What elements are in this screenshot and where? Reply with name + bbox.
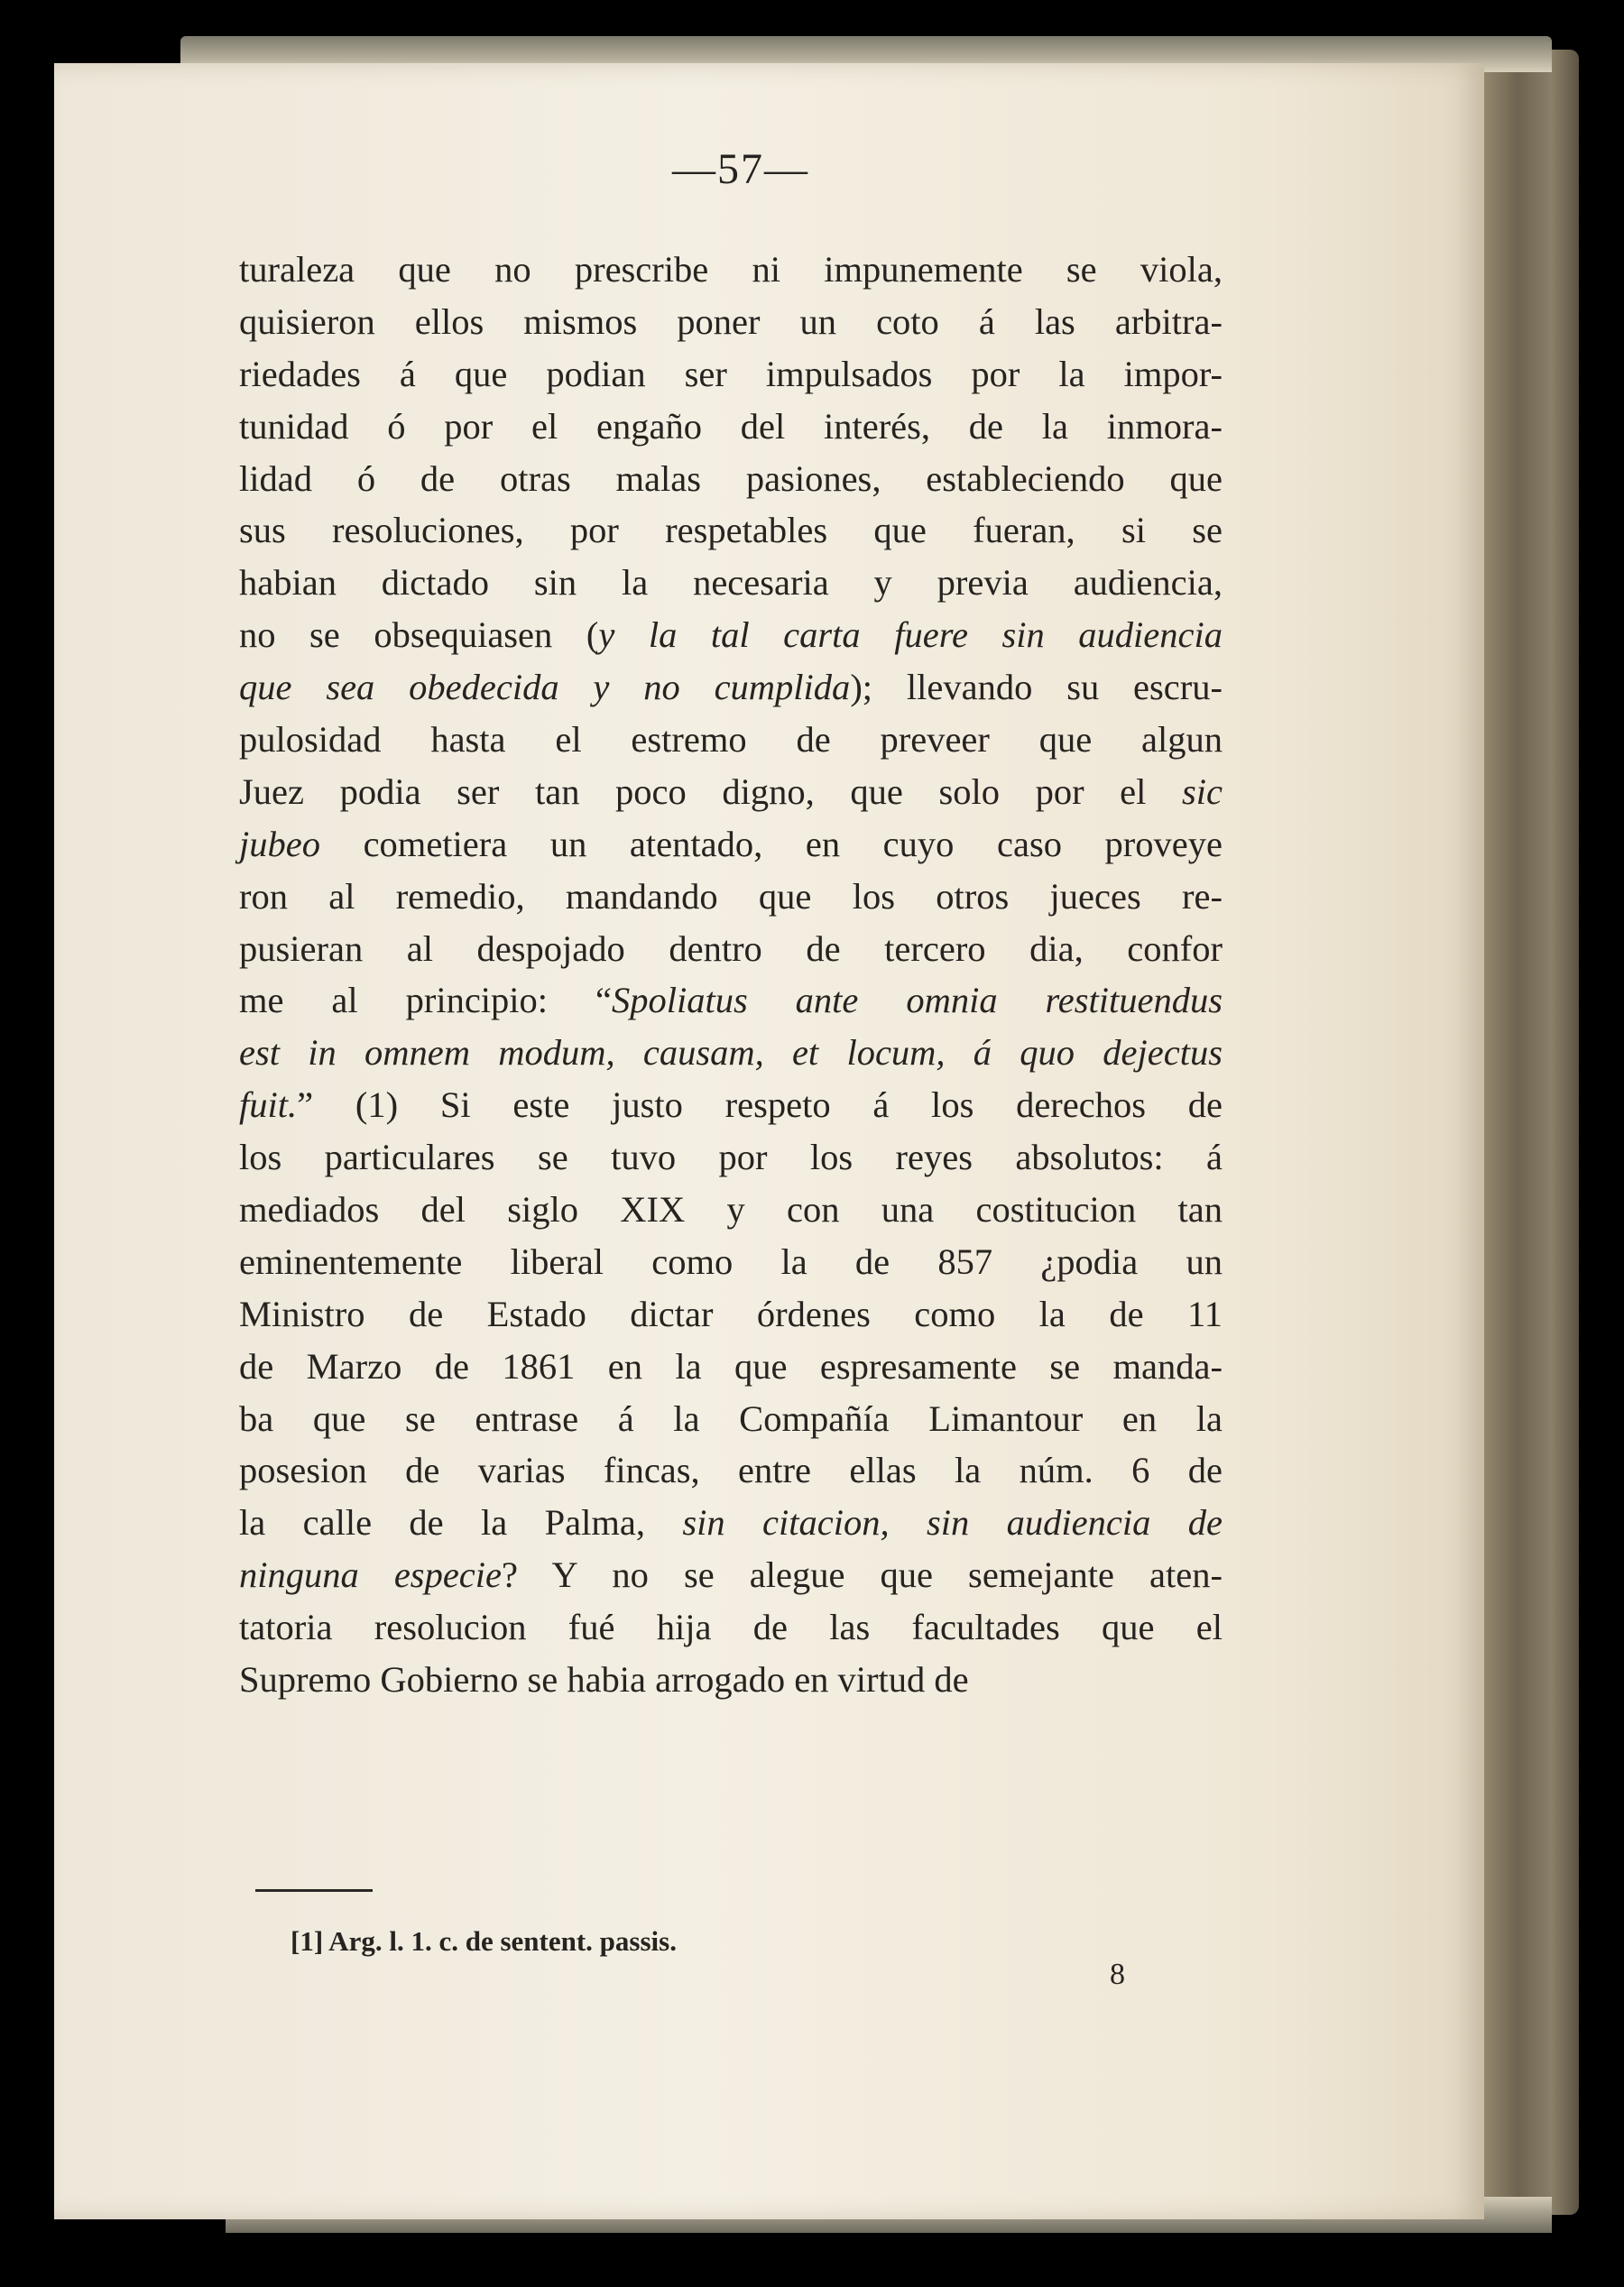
text-segment: no se obsequiasen ( — [239, 614, 599, 656]
footnote-divider — [255, 1889, 373, 1892]
page-number: —57— — [672, 145, 809, 193]
italic-text-segment: sic — [1182, 770, 1223, 812]
text-line — [239, 1497, 1223, 1549]
text-line — [239, 1393, 1223, 1445]
italic-text-segment: sin citacion, sin audiencia de — [682, 1502, 1223, 1544]
text-line — [239, 296, 1223, 348]
text-line — [239, 244, 1223, 296]
text-line — [239, 923, 1223, 975]
text-line — [239, 1654, 1223, 1706]
text-line — [239, 557, 1223, 609]
italic-text-segment: fuit. — [239, 1084, 298, 1126]
text-segment: cometiera un atentado, en cuyo caso proveye — [319, 823, 1223, 864]
italic-text-segment: ninguna especie — [239, 1554, 502, 1596]
text-segment: turaleza que no prescribe ni impunemente se viola, — [239, 249, 1223, 290]
text-segment: la calle de la Palma, — [239, 1502, 683, 1544]
text-segment: habian dictado sin la necesaria y previa audiencia, — [239, 562, 1223, 604]
text-segment: sus resoluciones, por respetables que fueran, si se — [239, 510, 1223, 551]
text-line — [239, 504, 1223, 557]
text-line — [239, 453, 1223, 505]
text-segment: lidad ó de otras malas pasiones, estableciendo que — [239, 457, 1223, 499]
italic-text-segment: est in omnem modum, causam, et locum, á quo dejectus — [239, 1032, 1223, 1074]
text-segment: tatoria resolucion fué hija de las facultades que el — [239, 1607, 1223, 1648]
text-segment: ba que se entrase á la Compañía Limantour en la — [239, 1397, 1223, 1439]
text-line — [239, 818, 1223, 871]
text-line — [239, 1341, 1223, 1393]
text-line — [239, 661, 1223, 714]
text-segment: ron al remedio, mandando que los otros jueces re- — [239, 875, 1223, 917]
text-line — [239, 1288, 1223, 1341]
text-segment: de Marzo de 1861 en la que espresamente se manda- — [239, 1345, 1223, 1387]
text-segment: ? Y no se alegue que semejante aten- — [502, 1554, 1223, 1596]
text-line — [239, 974, 1223, 1027]
text-line — [239, 1444, 1223, 1497]
text-line — [239, 348, 1223, 401]
text-segment: Ministro de Estado dictar órdenes como la de 11 — [239, 1293, 1223, 1334]
italic-text-segment: jubeo — [239, 823, 320, 864]
text-line — [239, 1601, 1223, 1654]
signature-mark: 8 — [1110, 1958, 1125, 1991]
text-line — [239, 1549, 1223, 1601]
text-segment: Supremo Gobierno se habia arrogado en virtud de — [239, 1659, 969, 1701]
text-segment: tunidad ó por el engaño del interés, de la inmora- — [239, 405, 1223, 447]
text-segment: Juez podia ser tan poco digno, que solo por el — [239, 770, 1182, 812]
text-line — [239, 401, 1223, 453]
text-segment: los particulares se tuvo por los reyes absolutos: á — [239, 1137, 1223, 1178]
text-line — [239, 1184, 1223, 1236]
text-segment: riedades á que podian ser impulsados por la impor- — [239, 353, 1223, 394]
body-text — [239, 244, 1223, 1706]
text-segment: pusieran al despojado dentro de tercero dia, confor — [239, 927, 1223, 969]
text-segment: posesion de varias fincas, entre ellas la núm. 6 de — [239, 1450, 1223, 1491]
italic-text-segment: y la tal carta fuere sin audiencia — [598, 614, 1223, 656]
text-line — [239, 766, 1223, 818]
text-line — [239, 1131, 1223, 1184]
text-segment: pulosidad hasta el estremo de preveer que algun — [239, 719, 1223, 761]
text-segment: ); llevando su escru- — [850, 667, 1223, 708]
footnote: [1] Arg. l. 1. c. de sentent. passis. — [291, 1925, 677, 1957]
text-line — [239, 1027, 1223, 1079]
text-line — [239, 1236, 1223, 1288]
text-segment: quisieron ellos mismos poner un coto á las arbitra- — [239, 300, 1223, 342]
italic-text-segment: Spoliatus ante omnia restituendus — [611, 980, 1223, 1021]
text-segment: me al principio: “ — [239, 980, 612, 1021]
text-line — [239, 714, 1223, 766]
italic-text-segment: que sea obedecida y no cumplida — [239, 667, 851, 708]
text-segment: eminentemente liberal como la de 857 ¿podia un — [239, 1240, 1223, 1282]
text-line — [239, 1079, 1223, 1131]
text-line — [239, 871, 1223, 923]
text-segment: mediados del siglo XIX y con una costitucion tan — [239, 1189, 1223, 1231]
text-segment: ” (1) Si este justo respeto á los derechos de — [297, 1084, 1223, 1126]
text-line — [239, 609, 1223, 661]
